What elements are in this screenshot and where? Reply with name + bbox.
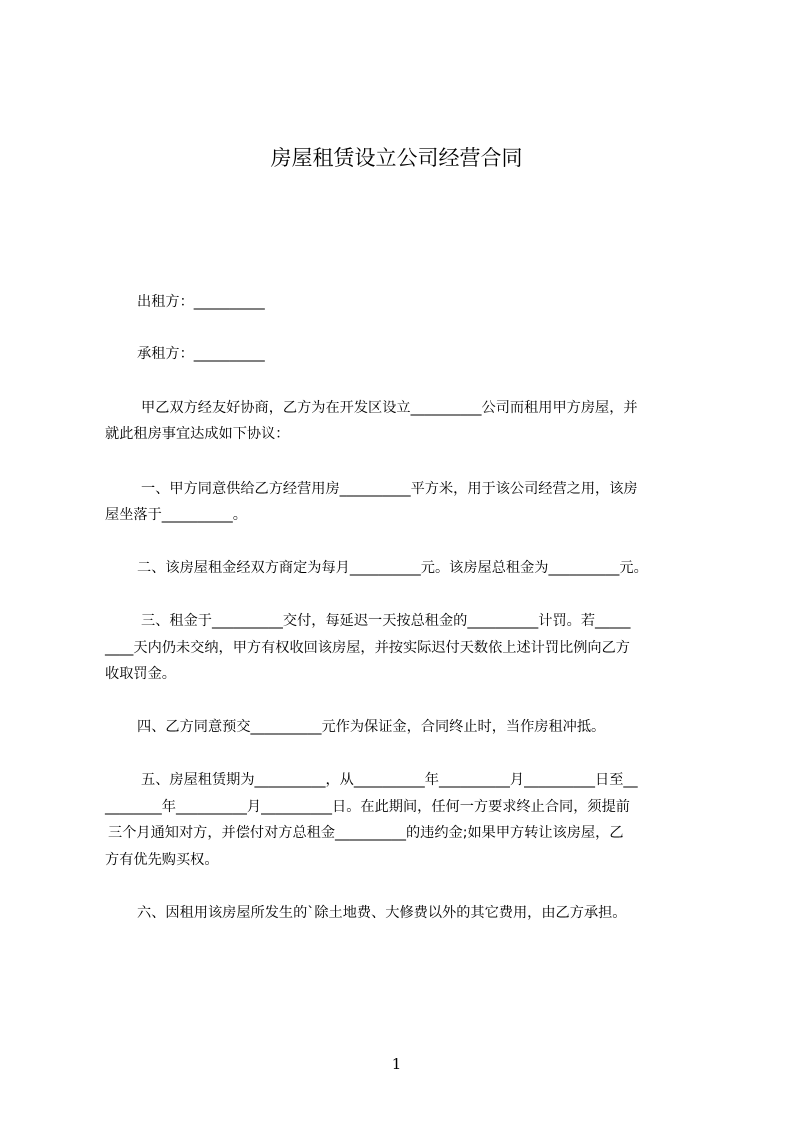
paragraph-line: 方有优先购买权。 — [105, 852, 219, 868]
paragraph-line: 六、因租用该房屋所发生的`除土地费、大修费以外的其它费用，由乙方承担。 — [137, 905, 627, 921]
paragraph-line: 三、租金于__________交付，每延迟一天按总租金的__________计罚。若_____ — [141, 613, 631, 629]
paragraph-line: 甲乙双方经友好协商，乙方为在开发区设立__________公司而租用甲方房屋，并 — [141, 400, 638, 416]
paragraph-line: ________年__________月__________日。在此期间，任何一方要求终止合同，须提前 — [105, 799, 630, 815]
lessor-line: 出租方：__________ — [137, 294, 265, 310]
paragraph-line: 收取罚金。 — [105, 666, 176, 682]
paragraph-line: 四、乙方同意预交__________元作为保证金，合同终止时，当作房租冲抵。 — [137, 719, 606, 735]
paragraph-line: ____天内仍未交纳，甲方有权收回该房屋，并按实际迟付天数依上述计罚比例向乙方 — [105, 640, 630, 656]
paragraph-line: 二、该房屋租金经双方商定为每月__________元。该房屋总租金为__________元。 — [137, 560, 648, 576]
paragraph-line: 五、房屋租赁期为__________，从__________年__________月__________日至__ — [141, 772, 638, 788]
contract-title: 房屋租赁设立公司经营合同 — [270, 146, 523, 170]
paragraph-line: 三个月通知对方，并偿付对方总租金__________的违约金;如果甲方转让该房屋，乙 — [108, 825, 624, 841]
lessee-line: 承租方：__________ — [137, 346, 265, 362]
paragraph-line: 一、甲方同意供给乙方经营用房__________平方米，用于该公司经营之用，该房 — [141, 481, 638, 497]
page-number: 1 — [391, 1055, 402, 1073]
paragraph-line: 就此租房事宜达成如下协议： — [105, 426, 290, 442]
paragraph-line: 屋坐落于__________。 — [105, 507, 247, 523]
